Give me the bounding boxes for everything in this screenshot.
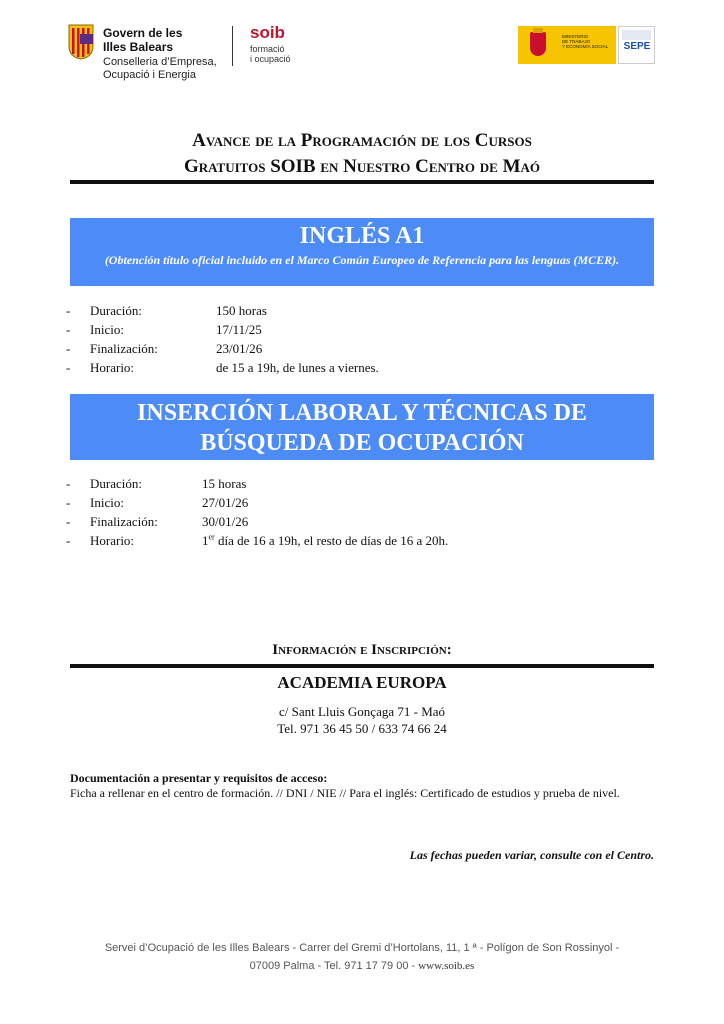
info-rule [70, 664, 654, 668]
course2-detail-duration: - Duración: 15 horas [66, 476, 247, 491]
academy-name: ACADEMIA EUROPA [277, 673, 447, 692]
course1-banner [70, 218, 654, 286]
title-rule [70, 180, 654, 184]
spain-coat-of-arms-icon [518, 26, 558, 64]
course1-detail-duration: - Duración: 150 horas [66, 303, 267, 318]
footer-line2: 07009 Palma - Tel. 971 17 79 00 - [249, 960, 419, 972]
course2-detail-end: - Finalización: 30/01/26 [66, 514, 249, 529]
soib-sub-line1: formació [250, 44, 285, 54]
sepe-label: SEPE [623, 41, 651, 52]
requirements-text: Ficha a rellenar en el centro de formación. // DNI / NIE // Para el inglés: Certificado de estudios y prueba de nivel. [70, 786, 620, 800]
course2-detail-schedule: - Horario: 1er día de 16 a 19h, el resto de días de 16 a 20h. [66, 532, 449, 548]
govern-logo-text [103, 26, 217, 82]
ministry-line1: MINISTERIO [562, 34, 589, 39]
course2-title-line2: BÚSQUEDA DE OCUPACIÓN [200, 430, 524, 456]
academy-phone: Tel. 971 36 45 50 / 633 74 66 24 [277, 721, 447, 736]
dates-note: Las fechas pueden variar, consulte con el Centro. [409, 848, 654, 862]
conselleria-line2: Ocupació i Energia [103, 69, 196, 81]
course1-detail-start: - Inicio: 17/11/25 [66, 322, 262, 337]
course2-details [66, 474, 666, 550]
course1-detail-end: - Finalización: 23/01/26 [66, 341, 263, 356]
title-line2: Gratuitos SOIB en Nuestro Centro de Maó [183, 156, 541, 177]
soib-logo [250, 24, 291, 64]
footer-url[interactable]: www.soib.es [418, 960, 475, 972]
course1-title: INGLÉS A1 [299, 223, 425, 249]
course1-subtitle: (Obtención título oficial incluido en el Marco Común Europeo de Referencia para las lenguas (MCER). [104, 253, 620, 267]
course2-banner [70, 394, 654, 460]
course2-title-line1: INSERCIÓN LABORAL Y TÉCNICAS DE [137, 400, 587, 426]
govern-name-line1: Govern de les [103, 26, 183, 40]
requirements-heading: Documentación a presentar y requisitos de acceso: [70, 771, 328, 785]
govern-shield-logo [68, 24, 94, 60]
course2-detail-start: - Inicio: 27/01/26 [66, 495, 249, 510]
document-title [70, 128, 654, 180]
footer [60, 939, 664, 975]
conselleria-line1: Conselleria d’Empresa, [103, 56, 217, 68]
header-divider [232, 26, 233, 66]
soib-sub-line2: i ocupació [250, 54, 291, 64]
footer-line1: Servei d’Ocupació de les Illes Balears - Carrer del Gremi d’Hortolans, 11, 1 ª - Polígon de Son Rossinyol - [104, 942, 620, 954]
soib-name: soib [250, 23, 285, 42]
info-title: Información e Inscripción: [272, 642, 452, 658]
ministry-line2: DE TRABAJO [562, 39, 591, 44]
govern-name-line2: Illes Balears [103, 40, 174, 54]
course1-details [66, 301, 666, 377]
academy-address: c/ Sant Lluis Gonçaga 71 - Maó [278, 704, 446, 719]
ministry-sepe-logo [518, 26, 655, 64]
ministry-line3: Y ECONOMÍA SOCIAL [562, 44, 609, 49]
title-line1: Avance de la Programación de los Cursos [192, 130, 532, 151]
course1-detail-schedule: - Horario: de 15 a 19h, de lunes a viernes. [66, 360, 379, 375]
academy-contact [70, 703, 654, 737]
requirements [70, 771, 660, 801]
